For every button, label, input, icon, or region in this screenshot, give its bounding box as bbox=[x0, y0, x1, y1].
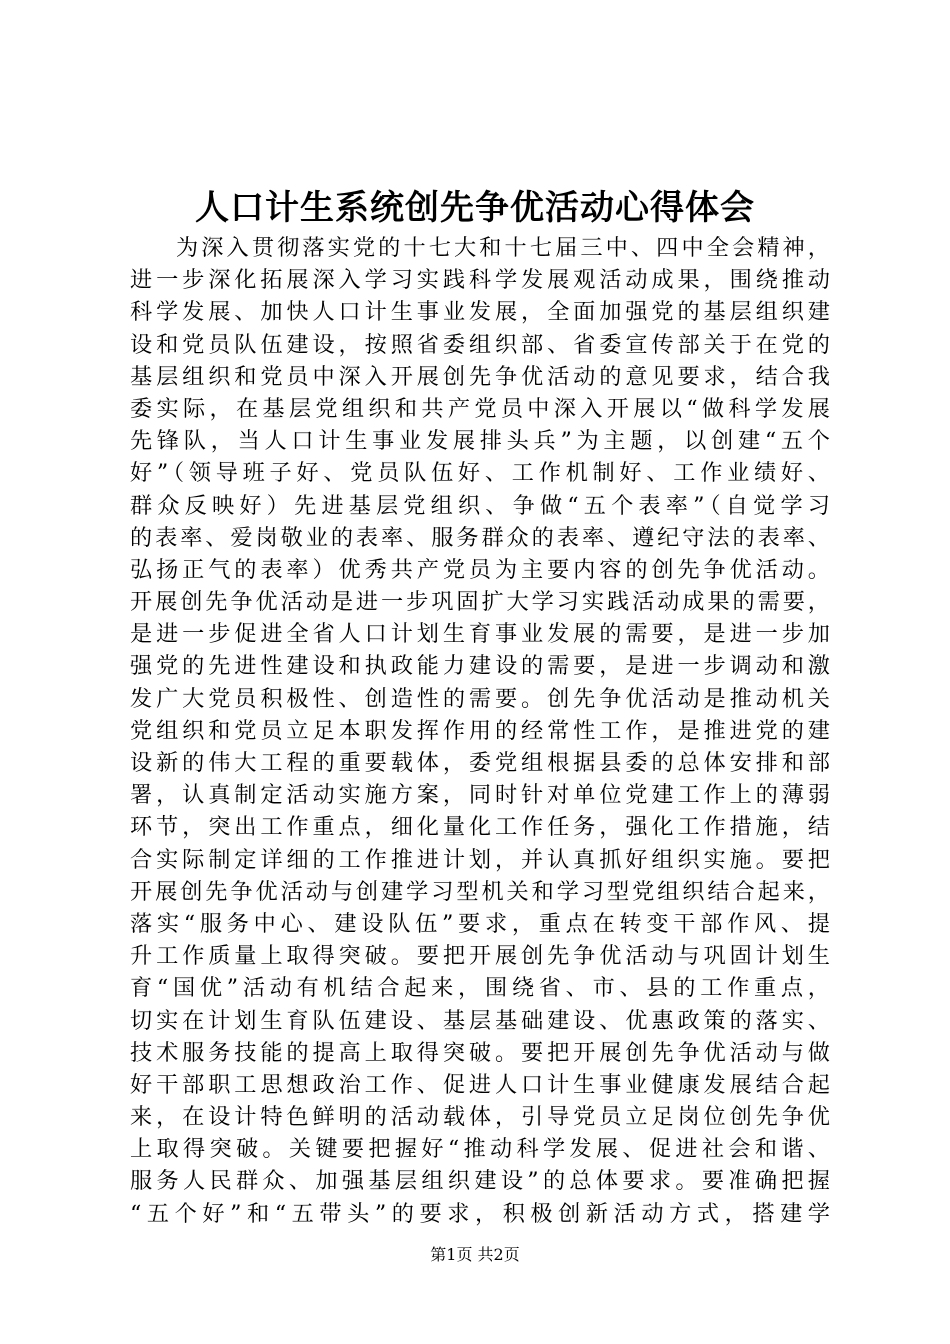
body-text-line: 是进一步促进全省人口计划生育事业发展的需要，是进一步加 bbox=[130, 621, 830, 648]
body-text-line: 设新的伟大工程的重要载体，委党组根据县委的总体安排和部 bbox=[130, 750, 830, 776]
body-text-line: 合实际制定详细的工作推进计划，并认真抓好组织实施。要把 bbox=[130, 846, 830, 873]
body-text-line: 落实“服务中心、建设队伍”要求，重点在转变干部作风、提 bbox=[130, 910, 830, 937]
body-text-line: 技术服务技能的提高上取得突破。要把开展创先争优活动与做 bbox=[130, 1039, 830, 1066]
body-text-line: 设和党员队伍建设，按照省委组织部、省委宣传部关于在党的 bbox=[130, 331, 830, 358]
body-text-line: 的表率、爱岗敬业的表率、服务群众的表率、遵纪守法的表率、 bbox=[130, 524, 830, 551]
body-text-line: 基层组织和党员中深入开展创先争优活动的意见要求，结合我 bbox=[130, 363, 830, 390]
page-number-footer: 第1页 共2页 bbox=[430, 1245, 520, 1264]
body-text-line: 育“国优”活动有机结合起来，围绕省、市、县的工作重点， bbox=[130, 975, 830, 1002]
body-text-line: 开展创先争优活动与创建学习型机关和学习型党组织结合起来， bbox=[130, 878, 830, 905]
body-text-line: 好干部职工思想政治工作、促进人口计生事业健康发展结合起 bbox=[130, 1071, 830, 1098]
body-text-line: 党组织和党员立足本职发挥作用的经常性工作，是推进党的建 bbox=[130, 717, 830, 744]
body-text-line: 为深入贯彻落实党的十七大和十七届三中、四中全会精神， bbox=[176, 235, 830, 261]
body-text-line: 先锋队，当人口计生事业发展排头兵”为主题，以创建“五个 bbox=[130, 428, 830, 455]
body-text-line: 来，在设计特色鲜明的活动载体，引导党员立足岗位创先争优 bbox=[130, 1104, 830, 1131]
body-text-line: 弘扬正气的表率）优秀共产党员为主要内容的创先争优活动。 bbox=[130, 556, 830, 583]
body-text-line: 升工作质量上取得突破。要把开展创先争优活动与巩固计划生 bbox=[130, 943, 830, 970]
body-text-line: 切实在计划生育队伍建设、基层基础建设、优惠政策的落实、 bbox=[130, 1007, 830, 1034]
body-text-line: “五个好”和“五带头”的要求，积极创新活动方式，搭建学 bbox=[130, 1200, 830, 1227]
body-text-line: 委实际，在基层党组织和共产党员中深入开展以“做科学发展 bbox=[130, 395, 830, 422]
body-text-line: 服务人民群众、加强基层组织建设”的总体要求。要准确把握 bbox=[130, 1168, 830, 1195]
body-text-line: 好”（领导班子好、党员队伍好、工作机制好、工作业绩好、 bbox=[130, 460, 830, 487]
document-body bbox=[130, 232, 830, 1230]
body-text-line: 强党的先进性建设和执政能力建设的需要，是进一步调动和激 bbox=[130, 653, 830, 680]
body-text-line: 环节，突出工作重点，细化量化工作任务，强化工作措施，结 bbox=[130, 814, 830, 841]
body-text-line: 进一步深化拓展深入学习实践科学发展观活动成果，围绕推动 bbox=[130, 267, 830, 294]
document-title: 人口计生系统创先争优活动心得体会 bbox=[195, 188, 755, 228]
body-text-line: 署，认真制定活动实施方案，同时针对单位党建工作上的薄弱 bbox=[130, 782, 830, 809]
body-text-line: 开展创先争优活动是进一步巩固扩大学习实践活动成果的需要， bbox=[130, 589, 830, 616]
body-text-line: 上取得突破。关键要把握好“推动科学发展、促进社会和谐、 bbox=[130, 1136, 830, 1163]
body-text-line: 发广大党员积极性、创造性的需要。创先争优活动是推动机关 bbox=[130, 685, 830, 712]
body-text-line: 科学发展、加快人口计生事业发展，全面加强党的基层组织建 bbox=[130, 299, 830, 326]
body-text-line: 群众反映好）先进基层党组织、争做“五个表率”（自觉学习 bbox=[130, 492, 830, 519]
